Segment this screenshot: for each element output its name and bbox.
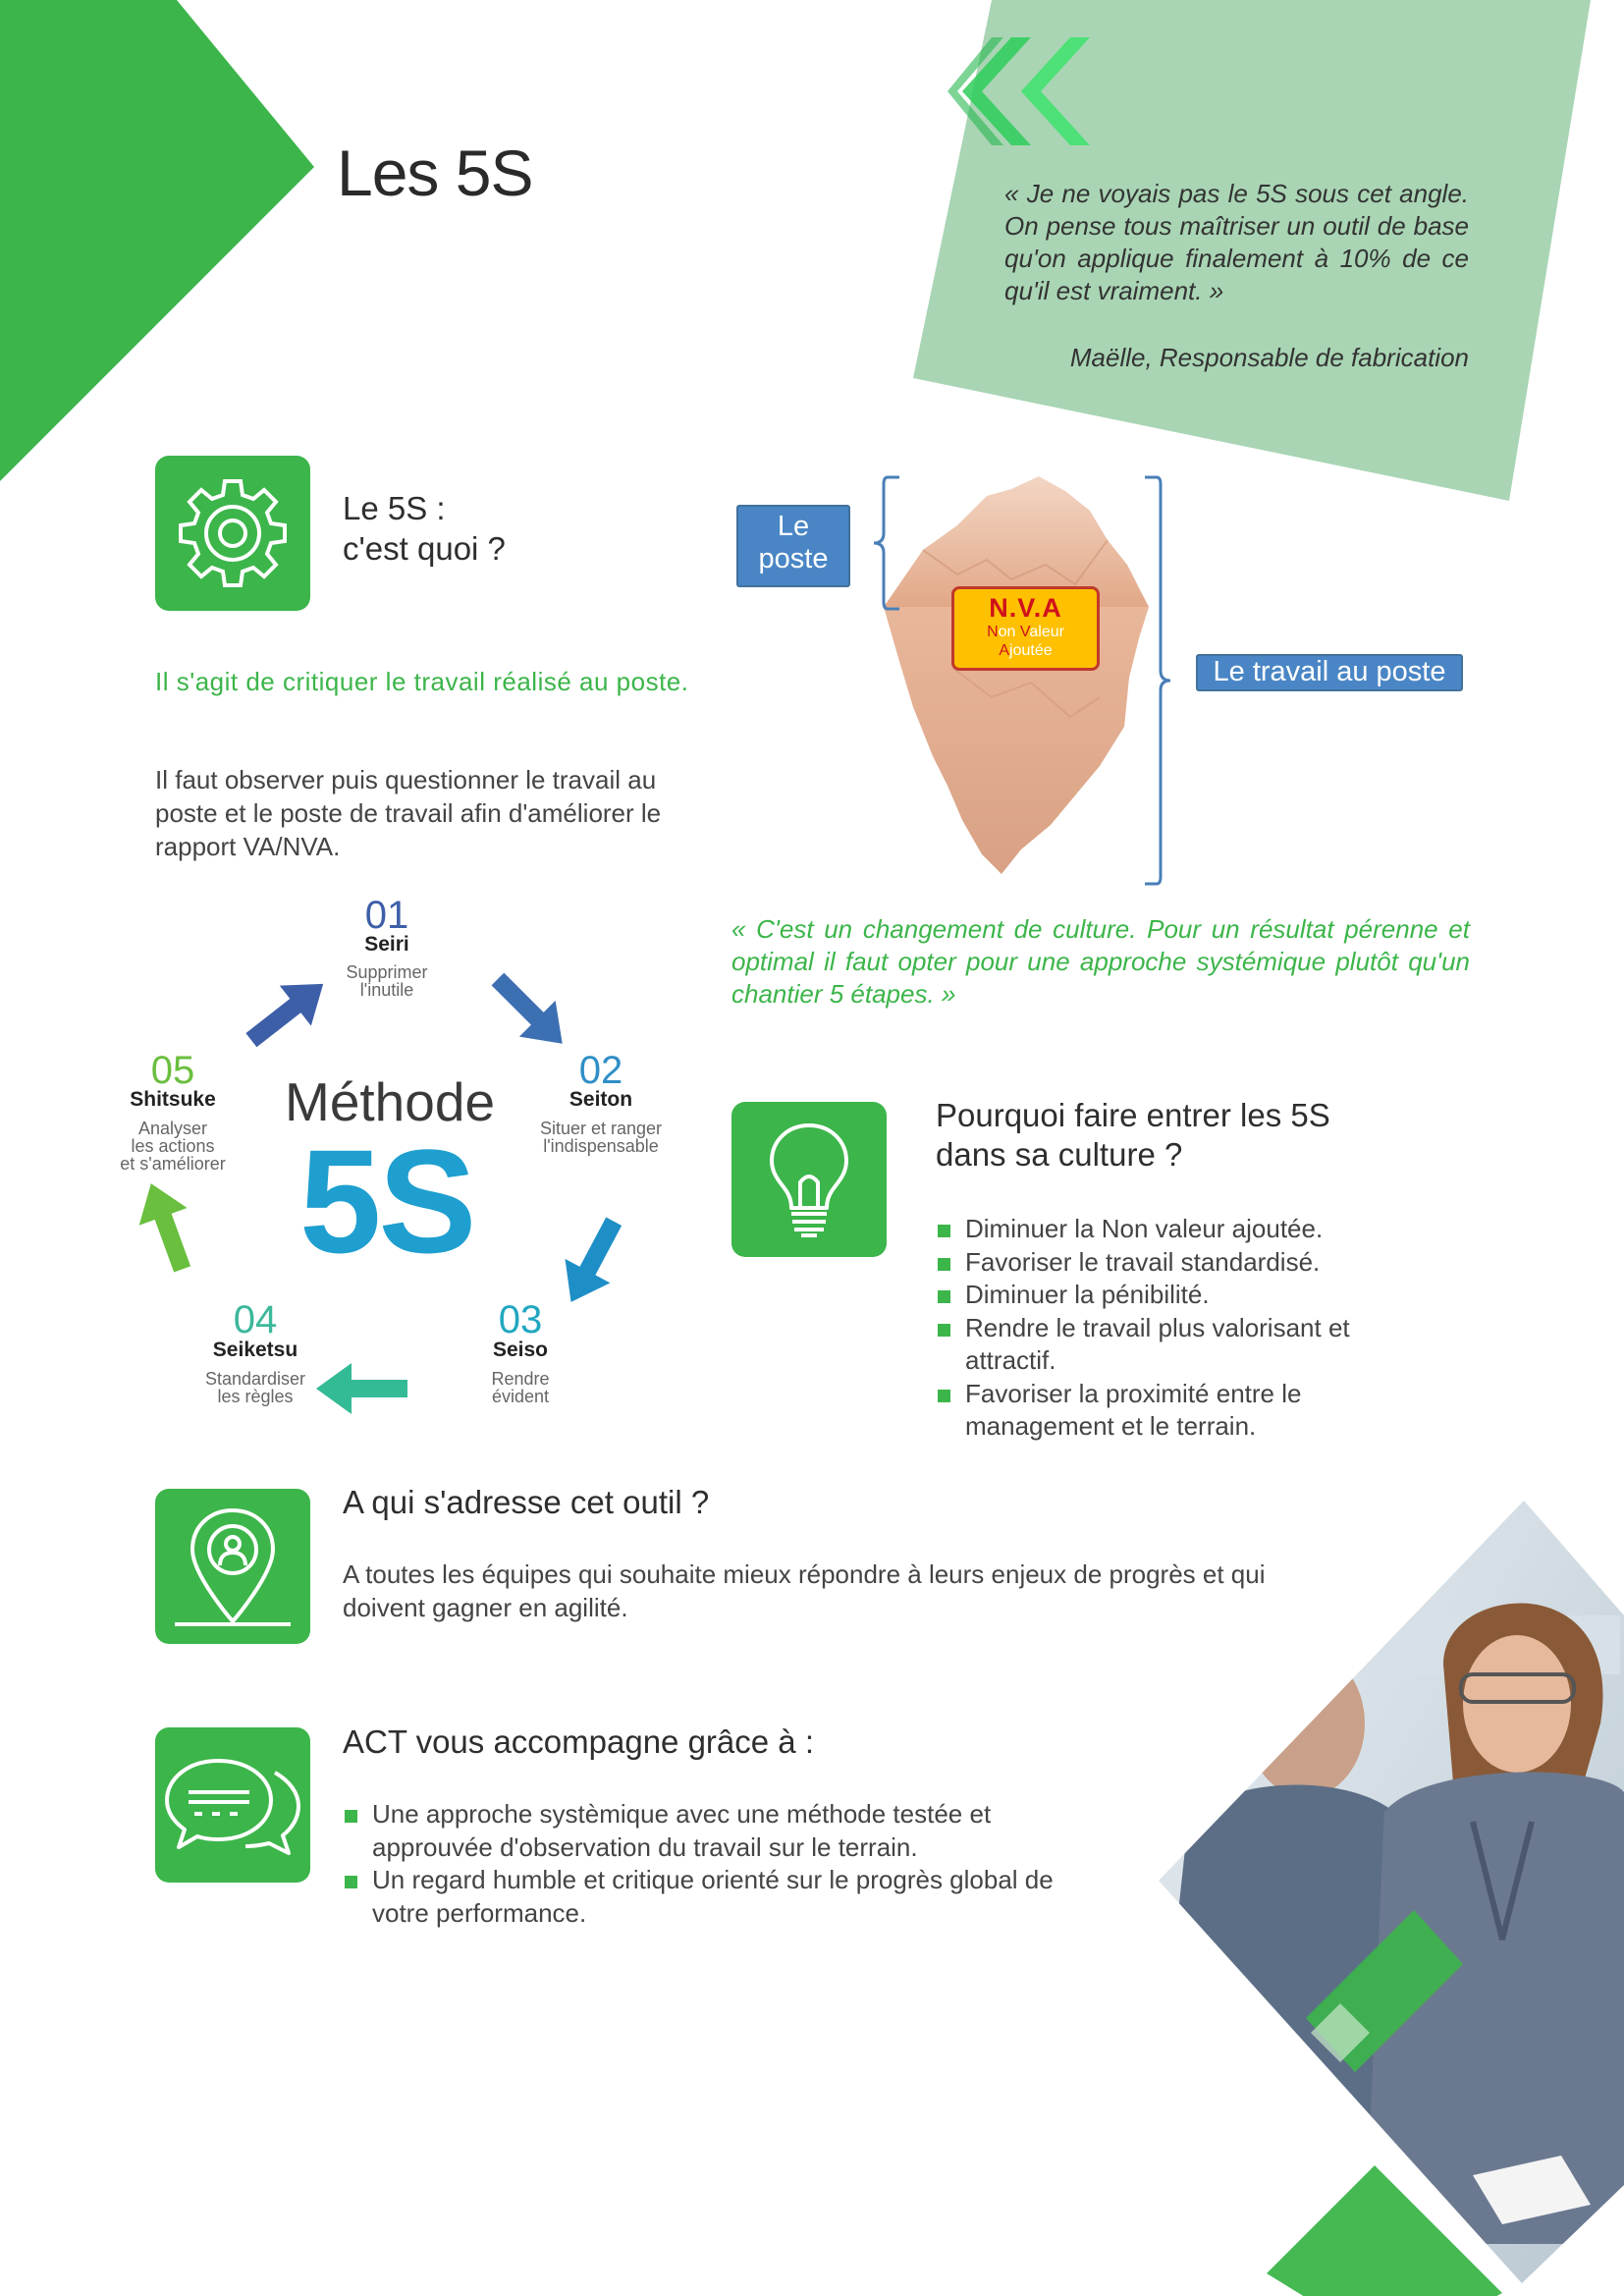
lightbulb-icon-box	[731, 1102, 887, 1257]
gear-icon	[155, 456, 310, 611]
arrow-2-to-3	[549, 1210, 637, 1315]
list-item: Favoriser la proximité entre le management et le terrain.	[936, 1378, 1407, 1444]
step-3-number: 03	[498, 1298, 543, 1341]
chat-bubbles-icon-box	[155, 1727, 310, 1883]
list-item: Un regard humble et critique orienté sur le progrès global de votre performance.	[343, 1864, 1089, 1930]
iceberg-label-poste	[736, 505, 850, 587]
iceberg-label-travail: Le travail au poste	[1196, 654, 1463, 691]
list-item: Une approche systèmique avec une méthode testée et approuvée d'observation du travail sur le terrain.	[343, 1798, 1089, 1864]
step-3-desc-2: évident	[491, 1387, 550, 1406]
step-1-number: 01	[364, 894, 409, 937]
section-what-title-1: Le 5S :	[343, 490, 446, 526]
step-4-desc-2: les règles	[217, 1387, 294, 1406]
step-1-name: Seiri	[364, 933, 409, 956]
section-what-lead: Il s'agit de critiquer le travail réalisé au poste.	[155, 667, 689, 696]
iceberg-label-poste-line1: Le	[777, 511, 810, 542]
step-5-desc-2: les actions	[131, 1136, 215, 1156]
step-5-desc-3: et s'améliorer	[120, 1154, 226, 1174]
step-4-name: Seiketsu	[212, 1339, 298, 1361]
testimonial-author: Maëlle, Responsable de fabrication	[1069, 343, 1469, 372]
nva-on: on	[998, 624, 1020, 640]
section-who-text: A toutes les équipes qui souhaite mieux répondre à leurs enjeux de progrès et qui doivent gagner en agilité.	[343, 1559, 1266, 1622]
nva-n: N	[987, 624, 999, 640]
arrow-5-to-1	[236, 963, 339, 1060]
workers-photo	[1149, 1498, 1624, 2296]
method-title-1: Méthode	[285, 1071, 496, 1132]
step-5-name: Shitsuke	[130, 1088, 216, 1111]
step-5-number: 05	[150, 1049, 195, 1092]
iceberg-illustration	[864, 471, 1178, 894]
step-2-name: Seiton	[568, 1088, 633, 1111]
nva-line1	[954, 623, 1097, 642]
section-why-list	[936, 1213, 1407, 1444]
worker-man-head	[1247, 1650, 1365, 1797]
quote-chevrons-icon	[943, 37, 1090, 150]
step-1-desc-1: Supprimer	[346, 962, 428, 982]
step-4-number: 04	[233, 1298, 278, 1341]
list-item: Diminuer la pénibilité.	[936, 1279, 1407, 1312]
testimonial-text: « Je ne voyais pas le 5S sous cet angle. On pense tous maîtriser un outil de base qu'on applique finalement à 10% de ce qu'il est vraiment. »	[1004, 179, 1469, 305]
gear-icon-box	[155, 456, 310, 611]
section-why-title-1: Pourquoi faire entrer les 5S	[936, 1097, 1330, 1133]
nva-aleur: aleur	[1029, 624, 1064, 640]
step-3-name: Seiso	[492, 1339, 549, 1361]
method-title-2: 5S	[299, 1119, 474, 1284]
arrow-3-to-4	[316, 1363, 407, 1414]
nva-joutee: joutée	[1009, 642, 1053, 659]
chat-bubbles-icon	[155, 1727, 310, 1883]
nva-v: V	[1019, 624, 1030, 640]
corner-triangle-decoration	[0, 0, 324, 491]
section-act-title: ACT vous accompagne grâce à :	[343, 1723, 814, 1760]
step-4-desc-1: Standardiser	[204, 1369, 306, 1389]
step-1-desc-2: l'inutile	[359, 980, 414, 1000]
section-act-list	[343, 1798, 1089, 1930]
location-person-icon	[155, 1489, 310, 1644]
list-item: Rendre le travail plus valorisant et attractif.	[936, 1312, 1407, 1378]
location-person-icon-box	[155, 1489, 310, 1644]
list-item: Diminuer la Non valeur ajoutée.	[936, 1213, 1407, 1246]
lightbulb-icon	[731, 1102, 887, 1257]
list-item: Favoriser le travail standardisé.	[936, 1246, 1407, 1280]
iceberg-label-poste-line2: poste	[758, 543, 829, 574]
step-2-desc-1: Situer et ranger	[539, 1119, 663, 1138]
section-what-text: Il faut observer puis questionner le travail au poste et le poste de travail afin d'améliorer le rapport VA/NVA.	[155, 765, 662, 861]
page-title: Les 5S	[337, 137, 533, 209]
nva-a: A	[999, 642, 1010, 659]
nva-title: N.V.A	[989, 593, 1062, 623]
nva-box	[951, 586, 1100, 671]
step-2-number: 02	[578, 1049, 623, 1092]
arrow-1-to-2	[480, 961, 581, 1063]
bracket-right	[1139, 474, 1178, 887]
bracket-left	[868, 474, 907, 612]
section-who-title: A qui s'adresse cet outil ?	[343, 1484, 710, 1520]
nva-line2	[954, 642, 1097, 660]
arrow-4-to-5	[128, 1175, 206, 1278]
step-2-desc-2: l'indispensable	[543, 1136, 659, 1156]
cycle-arrows	[128, 943, 658, 1434]
section-what-title-2: c'est quoi ?	[343, 530, 506, 567]
culture-quote: « C'est un changement de culture. Pour un résultat pérenne et optimal il faut opter pour une approche systémique plutôt qu'un chantier 5 étapes. »	[731, 914, 1470, 1009]
step-3-desc-1: Rendre	[491, 1369, 550, 1389]
section-why-title-2: dans sa culture ?	[936, 1136, 1183, 1173]
step-5-desc-1: Analyser	[137, 1119, 208, 1138]
